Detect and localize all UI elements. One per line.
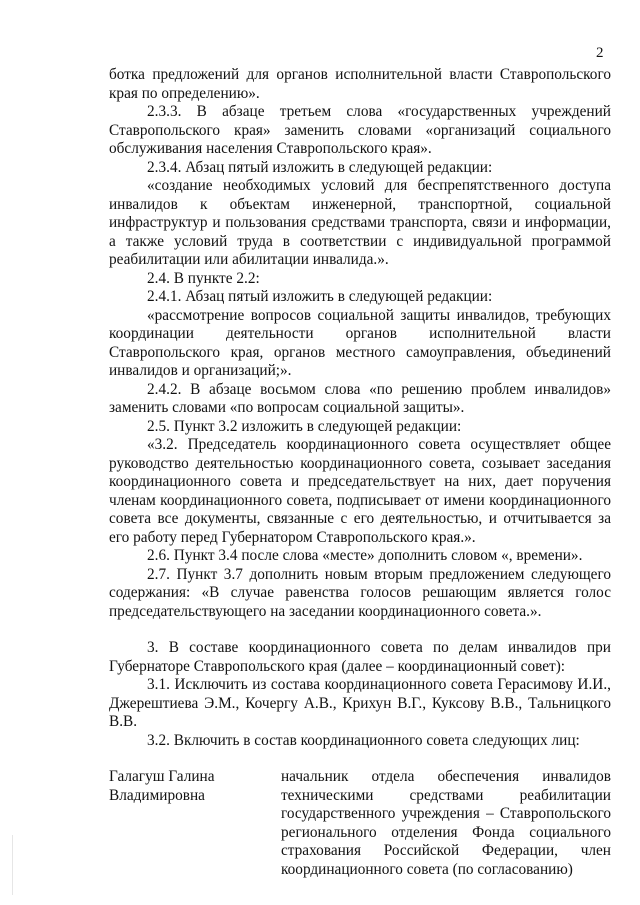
paragraph: 2.4.1. Абзац пятый изложить в следующей редакции:	[147, 288, 493, 305]
paragraph: 2.5. Пункт 3.2 изложить в следующей редакции:	[147, 417, 462, 435]
paragraph: ботка предложений для органов исполнительной власти Ставропольского края по определению».	[109, 66, 611, 102]
paragraph: 2.4.2. В абзаце восьмом слова «по решению проблем инвалидов» заменить словами «по вопросам социальной защиты».	[109, 380, 611, 416]
paragraph: 2.6. Пункт 3.4 после слова «месте» дополнить словом «, времени».	[147, 547, 583, 564]
paragraph: «рассмотрение вопросов социальной защиты инвалидов, требующих координации деятельности органов исполнительной власти Ставропольского края, органов местного самоуправления, объединений инвалидов и организаций;».	[109, 306, 611, 379]
page-number: 2	[596, 45, 604, 61]
member-name	[109, 768, 281, 879]
member-position	[281, 768, 611, 879]
paragraph: 3. В составе координационного совета по делам инвалидов при Губернаторе Ставропольского края (далее – координационный совет):	[109, 639, 611, 675]
member-position-text: начальник отдела обеспечения инвалидов техническими средствами реабилитации государственного учреждения – Ставропольского регионального отделения Фонда социального страхования Российской Федерации, член координационного совета (по согласованию)	[281, 768, 611, 878]
paragraph: 3.1. Исключить из состава координационного совета Герасимову И.И., Джерештиева Э.М., Кочергу А.В., Крихун В.Г., Куксову В.В., Тальницкого В.В.	[109, 676, 611, 730]
paragraph: 2.3.3. В абзаце третьем слова «государственных учреждений Ставропольского края» заменить словами «организаций социального обслуживания населения Ставропольского края».	[109, 103, 611, 157]
paragraph: 2.4. В пункте 2.2:	[147, 269, 260, 287]
member-patronymic: Владимировна	[109, 786, 205, 804]
paragraph: «создание необходимых условий для беспрепятственного доступа инвалидов к объектам инженерной, транспортной, социальной инфраструктур и пользования средствами транспорта, связи и информации, а также условий труда в соответствии с индивидуальной программой реабилитации или абилитации инвалида.».	[109, 177, 611, 268]
document-body	[109, 66, 611, 879]
paragraph: 2.7. Пункт 3.7 дополнить новым вторым предложением следующего содержания: «В случае равенства голосов решающим является голос председательствующего на заседании координационного совета.».	[109, 565, 611, 620]
paragraph: «3.2. Председатель координационного совета осуществляет общее руководство деятельностью координационного совета, созывает заседания координационного совета и председательствует на них, дает поручения членам координационного совета, подписывает от имени координационного совета все документы, связанные с его деятельностью, и отчитывается за его работу перед Губернатором Ставропольского края.».	[109, 436, 611, 546]
paragraph: 2.3.4. Абзац пятый изложить в следующей редакции:	[147, 158, 493, 176]
scan-margin-line	[12, 835, 13, 895]
council-member-entry	[109, 768, 611, 879]
member-surname: Галагуш Галина	[109, 768, 215, 785]
paragraph: 3.2. Включить в состав координационного совета следующих лиц:	[147, 731, 580, 749]
